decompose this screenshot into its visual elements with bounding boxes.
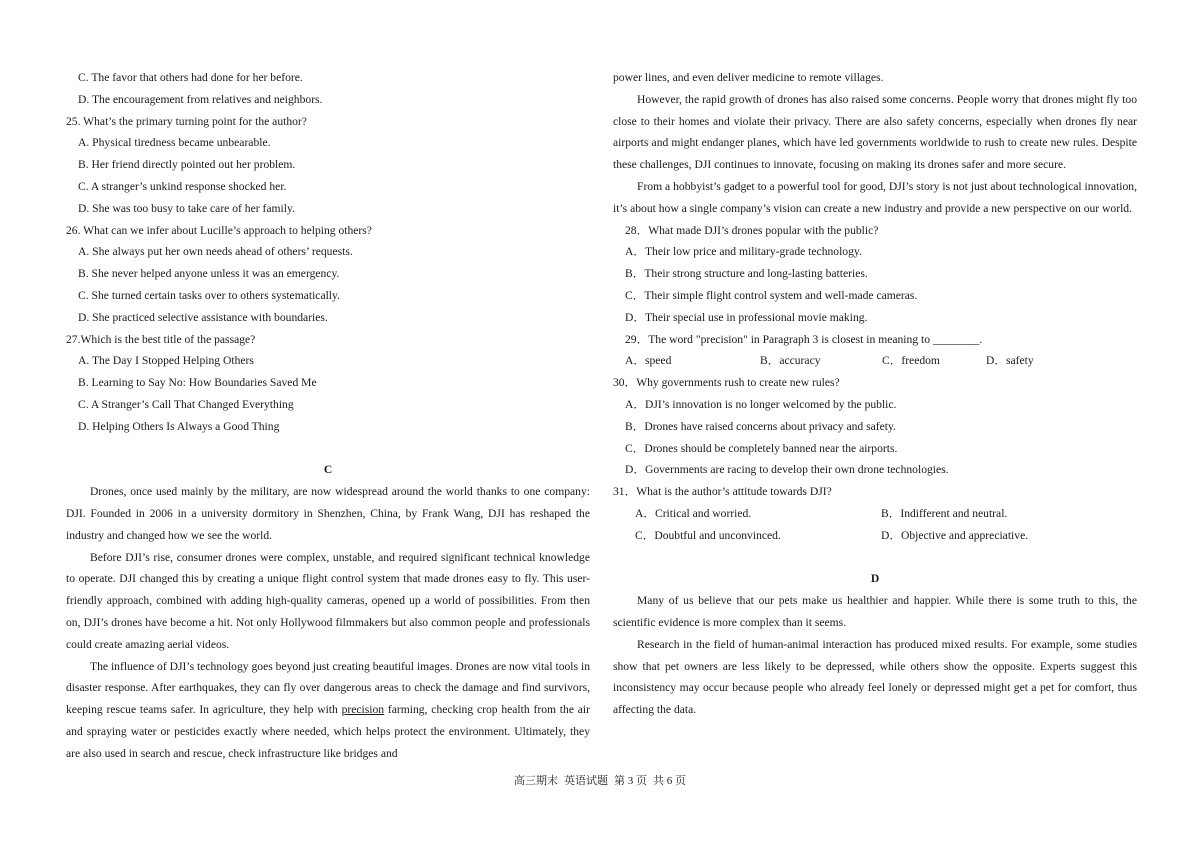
q25-option-c: C. A stranger’s unkind response shocked her. — [78, 179, 287, 193]
q25-option-a: A. Physical tiredness became unbearable. — [78, 136, 271, 150]
q24-option-d: D. The encouragement from relatives and neighbors. — [78, 92, 323, 106]
spacer — [613, 547, 1137, 569]
q29-option-c: C．freedom — [882, 354, 940, 368]
q25-option-b: B. Her friend directly pointed out her problem. — [78, 158, 296, 172]
q29-options — [613, 350, 1137, 372]
footer-page-number: 第 3 页 — [614, 775, 647, 787]
q25-option-d: D. She was too busy to take care of her family. — [78, 201, 295, 215]
passage-c-paragraph-4: However, the rapid growth of drones has also raised some concerns. People worry that drones might fly too close to their homes and violate their privacy. There are also safety concerns, especially when drones fly near airports and might endanger planes, which have led governments worldwide to rush to create new rules. Despite these challenges, DJI continues to innovate, focusing on making its drones safer and more secure. — [613, 92, 1137, 172]
q26-stem: 26. What can we infer about Lucille’s approach to helping others? — [66, 223, 372, 237]
q28-option-c: C．Their simple flight control system and well-made cameras. — [625, 288, 918, 302]
q27-option-a: A. The Day I Stopped Helping Others — [78, 354, 254, 368]
q30-stem: 30．Why governments rush to create new rules? — [613, 376, 840, 390]
passage-c-paragraph-2: Before DJI’s rise, consumer drones were complex, unstable, and required significant technical knowledge to operate. DJI changed this by creating a unique flight control system that made drones easy to fly. This user-friendly approach, combined with adding high-quality cameras, opened up a world of possibilities. From then on, DJI’s drones have become a hit. Not only Hollywood filmmakers but also common people and professionals could create amazing aerial videos. — [66, 550, 590, 651]
q30-option-b: B．Drones have raised concerns about privacy and safety. — [625, 419, 896, 433]
passage-c-paragraph-1: Drones, once used mainly by the military, are now widespread around the world thanks to one company: DJI. Founded in 2006 in a university dormitory in Shenzhen, China, by Frank Wang, DJI has reshaped the industry and changed how we see the world. — [66, 485, 590, 542]
footer-total-pages: 共 6 页 — [653, 775, 686, 787]
q25-stem: 25. What’s the primary turning point for the author? — [66, 114, 307, 128]
passage-c-paragraph-3-text-a: The influence of DJI’s technology goes beyond just creating beautiful images. Drones are now vital tools in disaster response. After earthquakes, they can fly over dangerous areas to check the damage and find survivors, keeping rescue teams safer. In agriculture, they help with — [66, 659, 590, 717]
q28-option-a: A．Their low price and military-grade technology. — [625, 245, 862, 259]
q27-option-b: B. Learning to Say No: How Boundaries Saved Me — [78, 376, 317, 390]
q27-stem: 27.Which is the best title of the passage? — [66, 332, 256, 346]
q28-option-b: B．Their strong structure and long-lasting batteries. — [625, 267, 868, 281]
q27-option-c: C. A Stranger’s Call That Changed Everything — [78, 397, 294, 411]
q29-stem: 29．The word "precision" in Paragraph 3 is closest in meaning to ________. — [625, 332, 983, 346]
passage-c-paragraph-3-text-b: farming, checking crop health from the air and spraying water or pesticides exactly where needed, which helps protect the environment. Ultimately, they are also used in search and rescue, check infrastructure like bridges and — [66, 703, 590, 760]
section-c-title: C — [323, 463, 333, 477]
q31-option-a: A．Critical and worried. — [635, 506, 752, 520]
left-column — [66, 67, 590, 765]
q30-option-d: D．Governments are racing to develop their own drone technologies. — [625, 463, 949, 477]
q26-option-b: B. She never helped anyone unless it was an emergency. — [78, 267, 340, 281]
q26-option-d: D. She practiced selective assistance with boundaries. — [78, 310, 328, 324]
page-footer — [0, 771, 1200, 791]
q31-options-row-1 — [613, 503, 1137, 525]
passage-c-paragraph-3-continued: power lines, and even deliver medicine to remote villages. — [613, 71, 884, 84]
passage-c-paragraph-5: From a hobbyist’s gadget to a powerful tool for good, DJI’s story is not just about technological innovation, it’s about how a single company’s vision can create a new industry and provide a new perspective on our world. — [613, 179, 1137, 215]
q29-option-a: A．speed — [625, 354, 672, 368]
q30-option-a: A．DJI’s innovation is no longer welcomed by the public. — [625, 397, 897, 411]
footer-subject: 英语试题 — [564, 775, 608, 787]
spacer — [66, 438, 590, 460]
q24-option-c: C. The favor that others had done for her before. — [78, 71, 303, 84]
passage-d-paragraph-1: Many of us believe that our pets make us healthier and happier. While there is some truth to this, the scientific evidence is more complex than it seems. — [613, 594, 1137, 629]
q31-option-d: D．Objective and appreciative. — [881, 528, 1029, 542]
passage-c-paragraph-3 — [66, 656, 590, 765]
footer-exam-name: 高三期末 — [514, 775, 558, 787]
q29-option-d: D．safety — [986, 354, 1034, 368]
q28-option-d: D．Their special use in professional movie making. — [625, 310, 868, 324]
q26-option-c: C. She turned certain tasks over to others systematically. — [78, 288, 340, 302]
q28-stem: 28．What made DJI’s drones popular with the public? — [625, 223, 879, 237]
q31-options-row-2 — [613, 525, 1137, 547]
q31-option-c: C．Doubtful and unconvinced. — [635, 528, 781, 542]
q30-option-c: C．Drones should be completely banned near the airports. — [625, 441, 898, 455]
q27-option-d: D. Helping Others Is Always a Good Thing — [78, 419, 280, 433]
section-d-title: D — [870, 572, 880, 586]
right-column — [613, 67, 1137, 721]
q29-option-b: B．accuracy — [760, 354, 821, 368]
q31-stem: 31．What is the author’s attitude towards DJI? — [613, 485, 832, 499]
q31-option-b: B．Indifferent and neutral. — [881, 506, 1008, 520]
passage-d-paragraph-2: Research in the field of human-animal interaction has produced mixed results. For example, some studies show that pet owners are less likely to be depressed, while others show the opposite. Experts suggest this inconsistency may occur because people who already feel lonely or depressed might get a pet for comfort, thus affecting the data. — [613, 637, 1137, 717]
q26-option-a: A. She always put her own needs ahead of others’ requests. — [78, 245, 353, 259]
underlined-word-precision: precision — [341, 703, 385, 717]
